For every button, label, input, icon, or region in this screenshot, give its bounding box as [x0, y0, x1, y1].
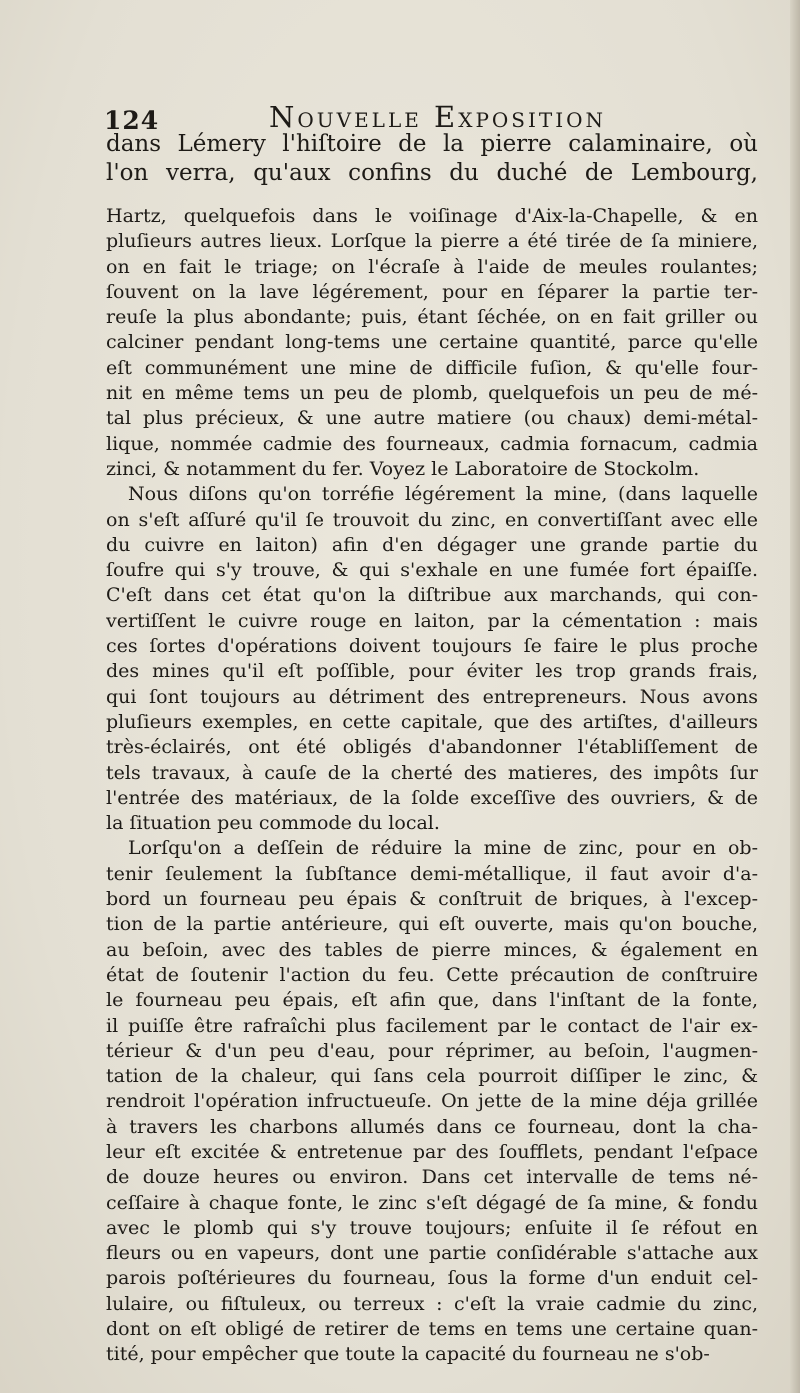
- text-line: du cuivre en laiton) afin d'en dégager une grande partie du: [106, 533, 758, 556]
- text-line: Hartz, quelquefois dans le voiſinage d'Aix-la-Chapelle, & en: [106, 205, 758, 227]
- text-line: parois poſtérieures du fourneau, ſous la forme d'un enduit cel-: [106, 1267, 758, 1290]
- text-line: ſouvent on la lave légérement, pour en ſéparer la partie ter-: [106, 280, 758, 303]
- text-line: eſt communément une mine de difficile fuſion, & qu'elle four-: [106, 356, 758, 379]
- text-line: leur eſt excitée & entretenue par des ſoufflets, pendant l'eſpace: [106, 1140, 758, 1163]
- text-line: de douze heures ou environ. Dans cet intervalle de tems né-: [106, 1166, 758, 1189]
- text-line: il puiſſe être rafraîchi plus facilement par le contact de l'air ex-: [106, 1014, 758, 1037]
- text-line: avec le plomb qui s'y trouve toujours; enſuite il ſe réfout en: [106, 1216, 758, 1239]
- text-line: tels travaux, à cauſe de la cherté des matieres, des impôts ſur: [106, 761, 758, 784]
- text-line: des mines qu'il eſt poſſible, pour éviter les trop grands frais,: [106, 660, 758, 683]
- text-line: qui ſont toujours au détriment des entrepreneurs. Nous avons: [106, 685, 758, 708]
- text-line: au beſoin, avec des tables de pierre minces, & également en: [106, 938, 758, 961]
- text-line: zinci, & notamment du fer. Voyez le Laboratoire de Stockolm.: [106, 457, 700, 480]
- text-line: ceſſaire à chaque fonte, le zinc s'eſt dégagé de ſa mine, & fondu: [106, 1191, 758, 1214]
- text-line: pluſieurs autres lieux. Lorſque la pierre a été tirée de ſa miniere,: [106, 230, 758, 253]
- text-line: C'eſt dans cet état qu'on la diſtribue aux marchands, qui con-: [106, 584, 758, 607]
- text-line: à travers les charbons allumés dans ce fourneau, dont la cha-: [106, 1115, 758, 1138]
- text-line: tion de la partie antérieure, qui eſt ouverte, mais qu'on bouche,: [106, 913, 758, 936]
- text-line: Lorſqu'on a deſſein de réduire la mine de zinc, pour en ob-: [128, 837, 758, 860]
- text-line: Nous diſons qu'on torréfie légérement la mine, (dans laquelle: [128, 483, 758, 506]
- running-header: [104, 100, 664, 134]
- text-line: on en fait le triage; on l'écraſe à l'aide de meules roulantes;: [106, 255, 758, 278]
- text-line: rendroit l'opération infructueuſe. On jette de la mine déja grillée: [106, 1090, 758, 1113]
- text-line: tenir ſeulement la ſubſtance demi-métallique, il faut avoir d'a-: [106, 862, 758, 885]
- text-line: térieur & d'un peu d'eau, pour réprimer, au beſoin, l'augmen-: [106, 1039, 758, 1062]
- carryover-text: [106, 130, 758, 188]
- text-line: dont on eſt obligé de retirer de tems en tems une certaine quan-: [106, 1318, 758, 1341]
- text-line: on s'eſt aſſuré qu'il ſe trouvoit du zinc, en convertiſſant avec elle: [106, 508, 758, 531]
- text-line: le fourneau peu épais, eſt afin que, dans l'inſtant de la fonte,: [106, 989, 758, 1012]
- text-line: l'on verra, qu'aux confins du duché de Lembourg,: [106, 160, 758, 186]
- text-line: nit en même tems un peu de plomb, quelquefois un peu de mé-: [106, 382, 758, 405]
- text-line: lulaire, ou fiſtuleux, ou terreux : c'eſt la vraie cadmie du zinc,: [106, 1292, 758, 1315]
- text-line: tation de la chaleur, qui ſans cela pourroit diſſiper le zinc, &: [106, 1065, 758, 1088]
- text-line: reuſe la plus abondante; puis, étant ſéchée, on en fait griller ou: [106, 306, 758, 329]
- paragraph: [106, 204, 758, 482]
- text-line: très-éclairés, ont été obligés d'abandonner l'établiſſement de: [106, 736, 758, 759]
- text-line: ſoufre qui s'y trouve, & qui s'exhale en une fumée fort épaiſſe.: [106, 559, 758, 582]
- text-line: calciner pendant long-tems une certaine quantité, parce qu'elle: [106, 331, 758, 354]
- text-line: l'entrée des matériaux, de la ſolde exceſſive des ouvriers, & de: [106, 786, 758, 809]
- text-line: fleurs ou en vapeurs, dont une partie conſidérable s'attache aux: [106, 1242, 758, 1265]
- body-text: [106, 130, 758, 1368]
- paragraphs: [106, 204, 758, 1368]
- text-line: ces ſortes d'opérations doivent toujours ſe faire le plus proche: [106, 635, 758, 658]
- text-line: bord un fourneau peu épais & conſtruit de briques, à l'excep-: [106, 888, 758, 911]
- running-title: Nouvelle Exposition: [269, 100, 607, 134]
- text-line: état de ſoutenir l'action du feu. Cette précaution de conſtruire: [106, 963, 758, 986]
- text-line: tité, pour empêcher que toute la capacité du fourneau ne s'ob-: [106, 1343, 710, 1366]
- text-line: pluſieurs exemples, en cette capitale, que des artiſtes, d'ailleurs: [106, 710, 758, 733]
- text-line: dans Lémery l'hiſtoire de la pierre calaminaire, où: [106, 131, 758, 157]
- text-line: tal plus précieux, & une autre matiere (ou chaux) demi-métal-: [106, 407, 758, 430]
- page-number: 124: [104, 106, 160, 135]
- page-edge-shadow: [790, 0, 800, 1393]
- paragraph: [106, 836, 758, 1367]
- text-line: la ſituation peu commode du local.: [106, 812, 440, 835]
- text-line: lique, nommée cadmie des fourneaux, cadmia fornacum, cadmia: [106, 432, 758, 455]
- paragraph: [106, 482, 758, 836]
- text-line: vertiſſent le cuivre rouge en laiton, par la cémentation : mais: [106, 609, 758, 632]
